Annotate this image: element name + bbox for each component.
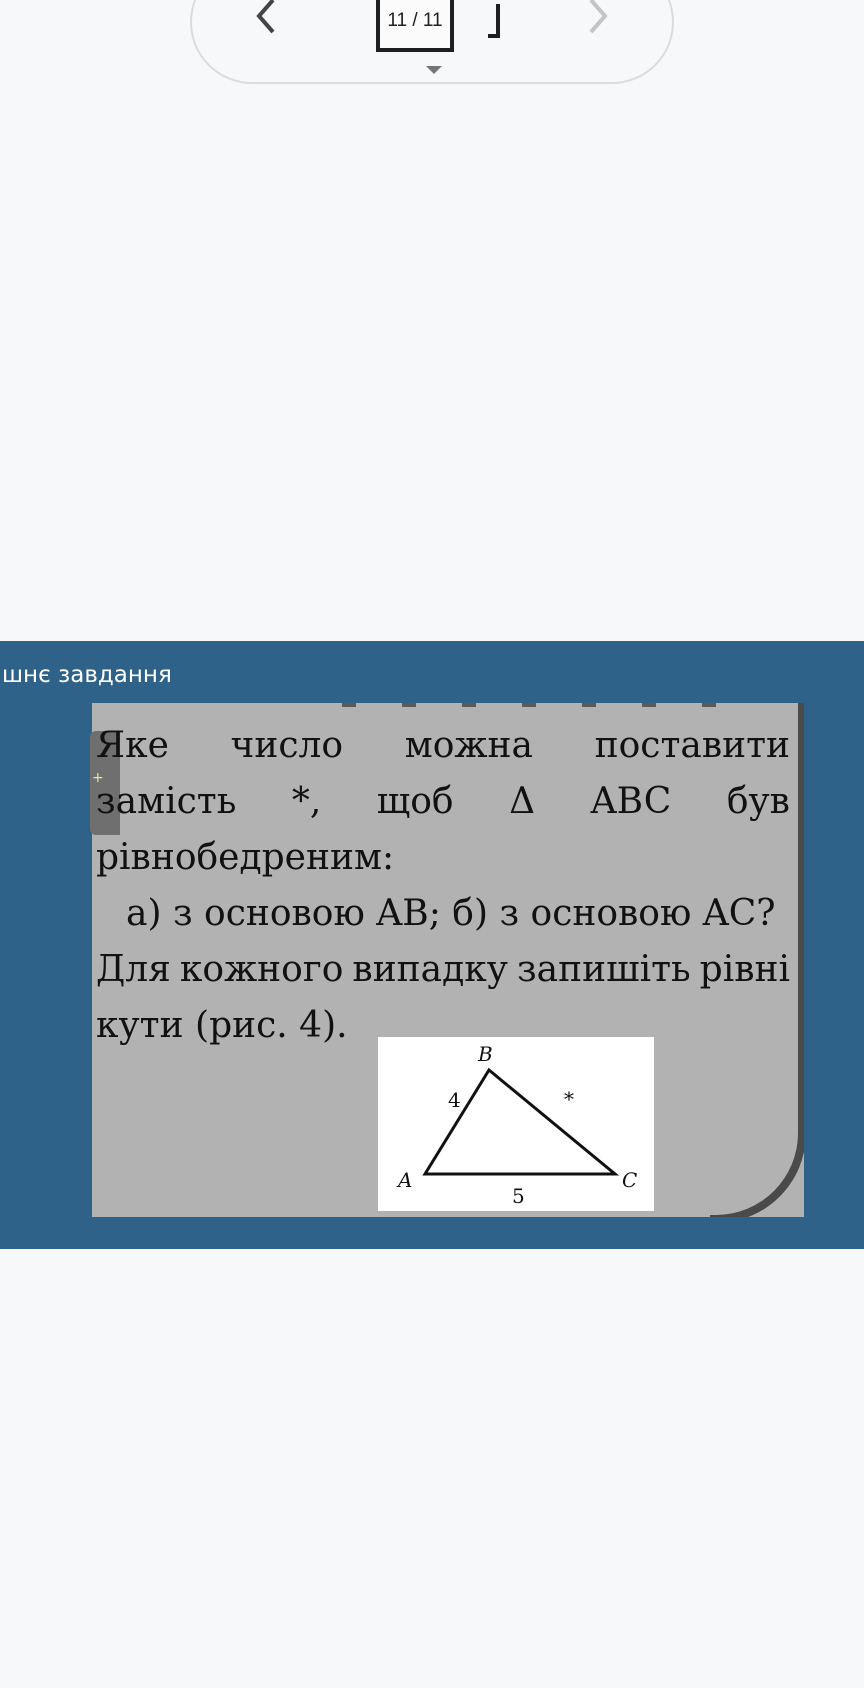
chevron-right-icon: [583, 0, 613, 36]
next-page-button[interactable]: [576, 0, 620, 38]
caret-down-icon[interactable]: [426, 66, 442, 74]
triangle-abc: [425, 1070, 615, 1174]
word: Δ: [509, 781, 536, 822]
triangle-figure: [378, 1037, 654, 1211]
word: Яке: [96, 725, 169, 766]
page-indicator[interactable]: [376, 0, 454, 52]
side-bc-label: *: [564, 1087, 574, 1111]
word: був: [726, 781, 790, 822]
problem-line: [96, 718, 790, 774]
word: поставити: [594, 725, 790, 766]
page-bracket-decoration: [488, 4, 500, 38]
word: *,: [291, 781, 322, 822]
vertex-b-label: B: [478, 1042, 493, 1066]
problem-line: [96, 886, 790, 942]
word: випадку: [352, 949, 508, 990]
chevron-left-icon: [251, 0, 281, 36]
word: а) з основою AB; б) з основою AC?: [126, 893, 776, 934]
word: запишіть: [517, 949, 691, 990]
word: кожного: [179, 949, 344, 990]
triangle-diagram: [378, 1037, 654, 1211]
side-ab-label: 4: [448, 1088, 461, 1112]
word: замість: [96, 781, 237, 822]
problem-line: [96, 942, 790, 998]
word: рівні: [699, 949, 790, 990]
problem-line: [96, 774, 790, 830]
previous-page-button[interactable]: [244, 0, 288, 38]
vertex-c-label: C: [622, 1168, 638, 1192]
word: ABC: [590, 781, 672, 822]
slide-title: шнє завдання: [2, 662, 172, 688]
page-navigator: [190, 0, 674, 84]
word: число: [230, 725, 344, 766]
page-indicator-text: 11 / 11: [387, 10, 443, 31]
word: рівнобедреним:: [96, 837, 395, 878]
vertex-a-label: A: [398, 1168, 413, 1192]
word: кути (рис. 4).: [96, 1005, 348, 1046]
word: можна: [404, 725, 533, 766]
word: щоб: [376, 781, 454, 822]
word: Для: [96, 949, 171, 990]
problem-text: [96, 718, 790, 1054]
problem-line: [96, 830, 790, 886]
side-tab-mark: +: [92, 770, 104, 786]
side-ac-label: 5: [512, 1184, 525, 1208]
card-top-decoration: [342, 703, 722, 707]
